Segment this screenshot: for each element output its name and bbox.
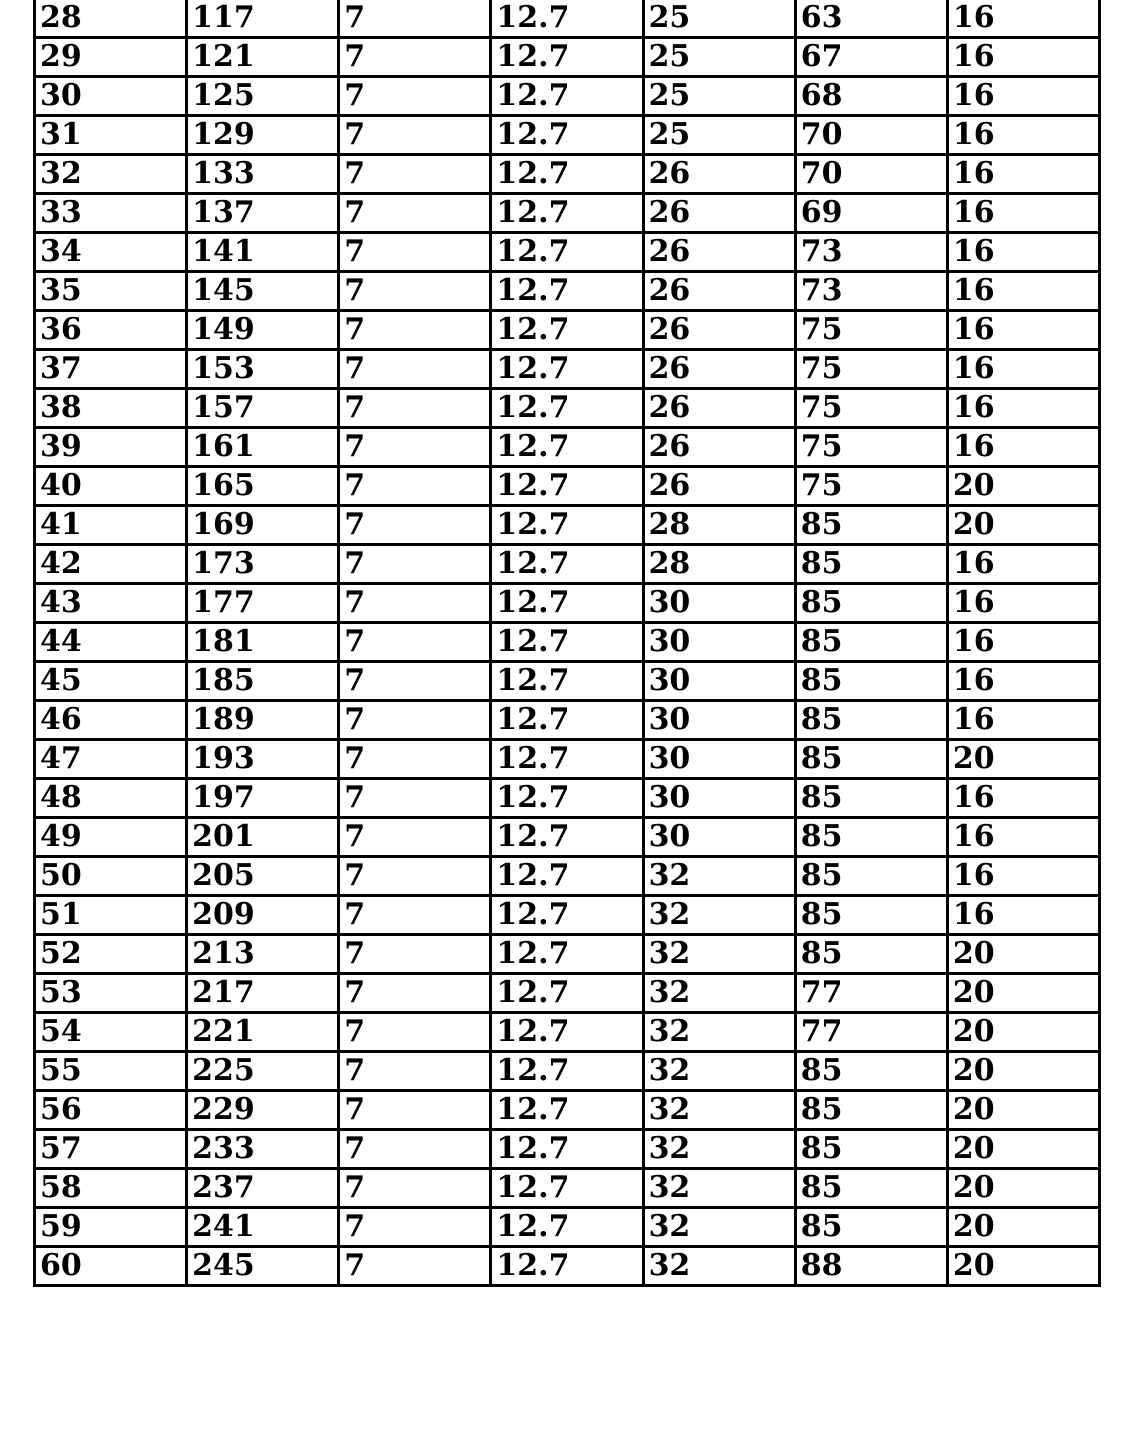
- table-cell: 16: [947, 701, 1099, 740]
- table-row: [35, 194, 1100, 233]
- table-cell: 12.7: [491, 389, 643, 428]
- table-cell: 12.7: [491, 896, 643, 935]
- table-cell: 32: [643, 974, 795, 1013]
- table-cell: 85: [795, 584, 947, 623]
- table-cell: 59: [35, 1208, 187, 1247]
- table-cell: 26: [643, 389, 795, 428]
- table-cell: 16: [947, 428, 1099, 467]
- table-cell: 25: [643, 116, 795, 155]
- table-cell: 41: [35, 506, 187, 545]
- table-cell: 16: [947, 350, 1099, 389]
- table-row: [35, 1247, 1100, 1286]
- table-cell: 20: [947, 1013, 1099, 1052]
- table-cell: 31: [35, 116, 187, 155]
- table-cell: 32: [643, 1052, 795, 1091]
- table-cell: 241: [187, 1208, 339, 1247]
- table-cell: 16: [947, 38, 1099, 77]
- table-row: [35, 974, 1100, 1013]
- table-row: [35, 1091, 1100, 1130]
- table-cell: 26: [643, 233, 795, 272]
- table-cell: 20: [947, 467, 1099, 506]
- table-cell: 209: [187, 896, 339, 935]
- table-cell: 157: [187, 389, 339, 428]
- table-cell: 26: [643, 272, 795, 311]
- table-row: [35, 896, 1100, 935]
- table-cell: 16: [947, 779, 1099, 818]
- table-cell: 33: [35, 194, 187, 233]
- table-cell: 12.7: [491, 935, 643, 974]
- table-body: [35, 0, 1100, 1286]
- table-row: [35, 467, 1100, 506]
- table-cell: 40: [35, 467, 187, 506]
- table-cell: 12.7: [491, 818, 643, 857]
- table-cell: 12.7: [491, 857, 643, 896]
- table-cell: 32: [643, 1091, 795, 1130]
- table-cell: 12.7: [491, 311, 643, 350]
- table-cell: 12.7: [491, 584, 643, 623]
- table-row: [35, 935, 1100, 974]
- table-row: [35, 233, 1100, 272]
- table-row: [35, 0, 1100, 38]
- table-cell: 165: [187, 467, 339, 506]
- table-cell: 12.7: [491, 38, 643, 77]
- table-cell: 7: [339, 1091, 491, 1130]
- table-cell: 129: [187, 116, 339, 155]
- table-cell: 12.7: [491, 77, 643, 116]
- table-cell: 12.7: [491, 194, 643, 233]
- table-cell: 20: [947, 1208, 1099, 1247]
- table-cell: 7: [339, 389, 491, 428]
- table-cell: 85: [795, 1169, 947, 1208]
- table-cell: 12.7: [491, 116, 643, 155]
- table-cell: 85: [795, 740, 947, 779]
- table-cell: 85: [795, 1130, 947, 1169]
- table-cell: 125: [187, 77, 339, 116]
- table-cell: 12.7: [491, 740, 643, 779]
- table-cell: 12.7: [491, 1091, 643, 1130]
- table-row: [35, 1052, 1100, 1091]
- table-cell: 85: [795, 701, 947, 740]
- table-cell: 26: [643, 467, 795, 506]
- table-cell: 245: [187, 1247, 339, 1286]
- table-cell: 12.7: [491, 1169, 643, 1208]
- table-cell: 85: [795, 779, 947, 818]
- table-cell: 213: [187, 935, 339, 974]
- table-cell: 28: [35, 0, 187, 38]
- table-cell: 88: [795, 1247, 947, 1286]
- table-row: [35, 38, 1100, 77]
- table-cell: 30: [643, 623, 795, 662]
- table-cell: 7: [339, 1208, 491, 1247]
- table-cell: 7: [339, 77, 491, 116]
- table-cell: 181: [187, 623, 339, 662]
- table-cell: 38: [35, 389, 187, 428]
- table-row: [35, 662, 1100, 701]
- table-cell: 7: [339, 428, 491, 467]
- table-cell: 20: [947, 1130, 1099, 1169]
- table-row: [35, 77, 1100, 116]
- table-cell: 54: [35, 1013, 187, 1052]
- table-row: [35, 311, 1100, 350]
- table-cell: 85: [795, 623, 947, 662]
- table-cell: 12.7: [491, 428, 643, 467]
- table-cell: 7: [339, 623, 491, 662]
- table-cell: 12.7: [491, 1013, 643, 1052]
- table-cell: 16: [947, 233, 1099, 272]
- table-cell: 47: [35, 740, 187, 779]
- table-row: [35, 857, 1100, 896]
- table-cell: 7: [339, 662, 491, 701]
- table-cell: 85: [795, 857, 947, 896]
- table-cell: 7: [339, 935, 491, 974]
- table-cell: 7: [339, 701, 491, 740]
- table-cell: 7: [339, 857, 491, 896]
- table-row: [35, 1208, 1100, 1247]
- table-cell: 7: [339, 779, 491, 818]
- table-cell: 30: [643, 584, 795, 623]
- data-table: [33, 0, 1101, 1287]
- table-cell: 225: [187, 1052, 339, 1091]
- table-cell: 20: [947, 1169, 1099, 1208]
- table-cell: 12.7: [491, 1130, 643, 1169]
- table-cell: 75: [795, 350, 947, 389]
- table-cell: 12.7: [491, 779, 643, 818]
- table-row: [35, 779, 1100, 818]
- table-cell: 121: [187, 38, 339, 77]
- table-row: [35, 623, 1100, 662]
- table-cell: 30: [643, 779, 795, 818]
- table-cell: 29: [35, 38, 187, 77]
- table-cell: 20: [947, 740, 1099, 779]
- table-cell: 12.7: [491, 662, 643, 701]
- table-cell: 32: [643, 857, 795, 896]
- table-cell: 16: [947, 116, 1099, 155]
- table-cell: 201: [187, 818, 339, 857]
- table-cell: 30: [35, 77, 187, 116]
- table-cell: 37: [35, 350, 187, 389]
- table-cell: 26: [643, 350, 795, 389]
- table-cell: 229: [187, 1091, 339, 1130]
- table-cell: 85: [795, 818, 947, 857]
- table-cell: 73: [795, 233, 947, 272]
- table-cell: 16: [947, 272, 1099, 311]
- table-cell: 7: [339, 194, 491, 233]
- table-cell: 28: [643, 545, 795, 584]
- table-cell: 237: [187, 1169, 339, 1208]
- table-cell: 7: [339, 116, 491, 155]
- table-cell: 7: [339, 818, 491, 857]
- table-cell: 26: [643, 194, 795, 233]
- table-cell: 52: [35, 935, 187, 974]
- table-cell: 50: [35, 857, 187, 896]
- table-cell: 60: [35, 1247, 187, 1286]
- table-cell: 12.7: [491, 272, 643, 311]
- table-cell: 25: [643, 38, 795, 77]
- table-cell: 32: [643, 1208, 795, 1247]
- table-cell: 77: [795, 1013, 947, 1052]
- table-cell: 55: [35, 1052, 187, 1091]
- table-cell: 20: [947, 1052, 1099, 1091]
- table-cell: 85: [795, 896, 947, 935]
- table-cell: 69: [795, 194, 947, 233]
- table-cell: 16: [947, 623, 1099, 662]
- table-cell: 75: [795, 467, 947, 506]
- table-cell: 7: [339, 1247, 491, 1286]
- table-cell: 32: [643, 896, 795, 935]
- table-cell: 7: [339, 1052, 491, 1091]
- table-row: [35, 506, 1100, 545]
- table-cell: 117: [187, 0, 339, 38]
- table-cell: 36: [35, 311, 187, 350]
- table-cell: 169: [187, 506, 339, 545]
- table-cell: 16: [947, 662, 1099, 701]
- table-cell: 7: [339, 506, 491, 545]
- table-cell: 32: [35, 155, 187, 194]
- table-cell: 221: [187, 1013, 339, 1052]
- table-cell: 233: [187, 1130, 339, 1169]
- table-cell: 85: [795, 545, 947, 584]
- table-cell: 12.7: [491, 1052, 643, 1091]
- table-cell: 42: [35, 545, 187, 584]
- table-cell: 7: [339, 467, 491, 506]
- table-cell: 85: [795, 506, 947, 545]
- table-cell: 16: [947, 545, 1099, 584]
- table-cell: 20: [947, 506, 1099, 545]
- table-cell: 12.7: [491, 974, 643, 1013]
- table-cell: 77: [795, 974, 947, 1013]
- table-cell: 43: [35, 584, 187, 623]
- table-cell: 7: [339, 545, 491, 584]
- table-cell: 63: [795, 0, 947, 38]
- table-cell: 16: [947, 818, 1099, 857]
- table-cell: 205: [187, 857, 339, 896]
- table-cell: 32: [643, 1013, 795, 1052]
- table-cell: 70: [795, 116, 947, 155]
- table-cell: 12.7: [491, 350, 643, 389]
- table-cell: 177: [187, 584, 339, 623]
- table-cell: 16: [947, 77, 1099, 116]
- table-row: [35, 155, 1100, 194]
- table-cell: 68: [795, 77, 947, 116]
- table-cell: 7: [339, 740, 491, 779]
- table-cell: 46: [35, 701, 187, 740]
- table-cell: 12.7: [491, 701, 643, 740]
- table-cell: 16: [947, 311, 1099, 350]
- table-cell: 48: [35, 779, 187, 818]
- table-cell: 20: [947, 935, 1099, 974]
- table-cell: 7: [339, 0, 491, 38]
- table-cell: 185: [187, 662, 339, 701]
- table-cell: 30: [643, 662, 795, 701]
- table-cell: 189: [187, 701, 339, 740]
- table-cell: 32: [643, 935, 795, 974]
- table-cell: 16: [947, 857, 1099, 896]
- table-cell: 7: [339, 38, 491, 77]
- table-cell: 53: [35, 974, 187, 1013]
- table-cell: 25: [643, 77, 795, 116]
- table-cell: 35: [35, 272, 187, 311]
- table-cell: 85: [795, 1052, 947, 1091]
- table-cell: 30: [643, 818, 795, 857]
- table-cell: 26: [643, 428, 795, 467]
- table-cell: 85: [795, 1091, 947, 1130]
- table-cell: 56: [35, 1091, 187, 1130]
- table-cell: 16: [947, 155, 1099, 194]
- table-cell: 34: [35, 233, 187, 272]
- table-cell: 32: [643, 1247, 795, 1286]
- table-cell: 12.7: [491, 467, 643, 506]
- table-cell: 153: [187, 350, 339, 389]
- table-cell: 12.7: [491, 155, 643, 194]
- table-cell: 7: [339, 1013, 491, 1052]
- table-row: [35, 1130, 1100, 1169]
- table-row: [35, 116, 1100, 155]
- table-cell: 20: [947, 1091, 1099, 1130]
- table-cell: 145: [187, 272, 339, 311]
- table-cell: 16: [947, 389, 1099, 428]
- table-cell: 85: [795, 1208, 947, 1247]
- table-cell: 12.7: [491, 623, 643, 662]
- table-cell: 20: [947, 974, 1099, 1013]
- table-cell: 75: [795, 389, 947, 428]
- table-cell: 30: [643, 740, 795, 779]
- table-cell: 26: [643, 311, 795, 350]
- table-cell: 12.7: [491, 1208, 643, 1247]
- table-cell: 57: [35, 1130, 187, 1169]
- table-cell: 197: [187, 779, 339, 818]
- table-cell: 32: [643, 1130, 795, 1169]
- table-cell: 39: [35, 428, 187, 467]
- table-cell: 58: [35, 1169, 187, 1208]
- table-cell: 75: [795, 311, 947, 350]
- table-cell: 44: [35, 623, 187, 662]
- table-row: [35, 1169, 1100, 1208]
- table-cell: 7: [339, 1130, 491, 1169]
- table-row: [35, 584, 1100, 623]
- table-cell: 7: [339, 233, 491, 272]
- table-cell: 16: [947, 194, 1099, 233]
- table-cell: 73: [795, 272, 947, 311]
- table-row: [35, 272, 1100, 311]
- table-cell: 12.7: [491, 0, 643, 38]
- table-row: [35, 545, 1100, 584]
- table-row: [35, 389, 1100, 428]
- table-cell: 7: [339, 350, 491, 389]
- table-cell: 49: [35, 818, 187, 857]
- table-row: [35, 1013, 1100, 1052]
- table-cell: 12.7: [491, 506, 643, 545]
- table-cell: 85: [795, 935, 947, 974]
- table-cell: 70: [795, 155, 947, 194]
- table-cell: 26: [643, 155, 795, 194]
- table-cell: 16: [947, 0, 1099, 38]
- table-cell: 20: [947, 1247, 1099, 1286]
- table-cell: 85: [795, 662, 947, 701]
- table-cell: 16: [947, 896, 1099, 935]
- table-cell: 67: [795, 38, 947, 77]
- table-cell: 161: [187, 428, 339, 467]
- table-row: [35, 428, 1100, 467]
- table-cell: 7: [339, 272, 491, 311]
- table-row: [35, 818, 1100, 857]
- table-cell: 30: [643, 701, 795, 740]
- table-cell: 133: [187, 155, 339, 194]
- table-cell: 7: [339, 896, 491, 935]
- table-cell: 25: [643, 0, 795, 38]
- table-cell: 12.7: [491, 545, 643, 584]
- table-cell: 51: [35, 896, 187, 935]
- table-cell: 173: [187, 545, 339, 584]
- table-cell: 7: [339, 974, 491, 1013]
- table-cell: 141: [187, 233, 339, 272]
- table-cell: 45: [35, 662, 187, 701]
- table-cell: 217: [187, 974, 339, 1013]
- table-cell: 7: [339, 1169, 491, 1208]
- table-cell: 149: [187, 311, 339, 350]
- table-row: [35, 350, 1100, 389]
- table-cell: 12.7: [491, 1247, 643, 1286]
- table-cell: 7: [339, 155, 491, 194]
- table-cell: 7: [339, 311, 491, 350]
- table-cell: 7: [339, 584, 491, 623]
- table-cell: 28: [643, 506, 795, 545]
- table-cell: 75: [795, 428, 947, 467]
- table-row: [35, 740, 1100, 779]
- table-row: [35, 701, 1100, 740]
- table-cell: 193: [187, 740, 339, 779]
- table-cell: 32: [643, 1169, 795, 1208]
- table-cell: 12.7: [491, 233, 643, 272]
- table-cell: 16: [947, 584, 1099, 623]
- table-cell: 137: [187, 194, 339, 233]
